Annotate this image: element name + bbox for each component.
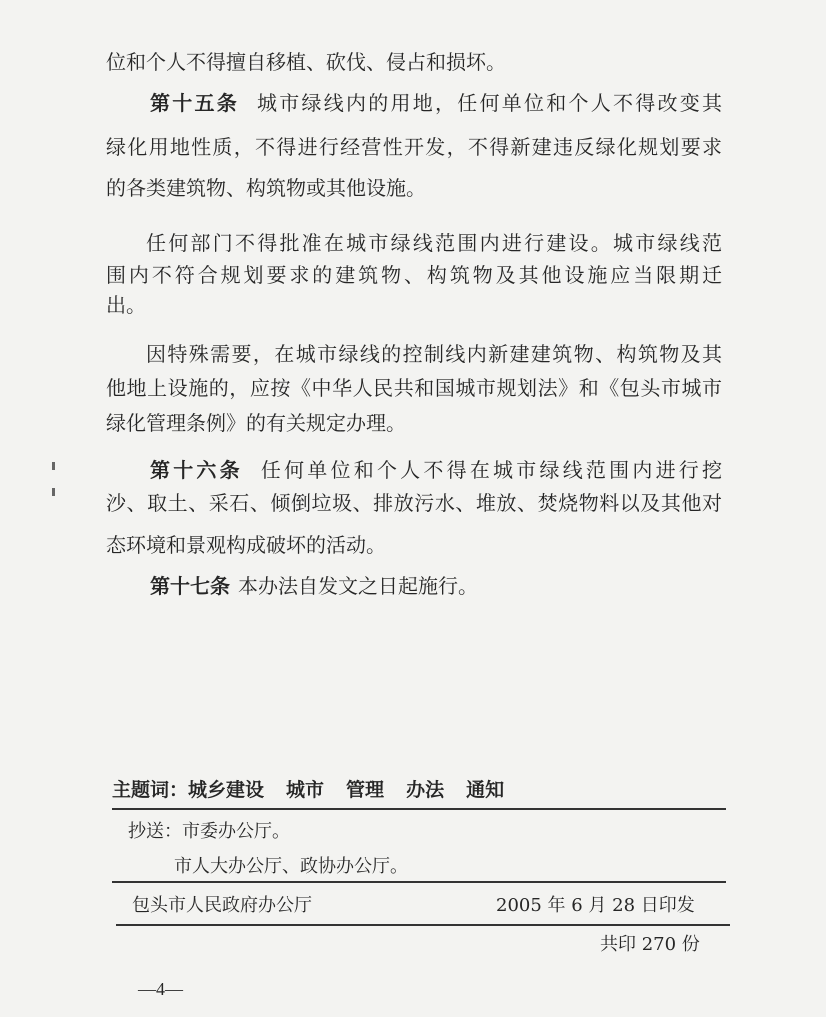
article-17-label: 第十七条 — [150, 574, 230, 598]
subject-term: 城乡建设 — [188, 779, 265, 801]
divider — [112, 881, 726, 883]
body-line: 沙、取土、采石、倾倒垃圾、排放污水、堆放、焚烧物料以及其他对 — [106, 491, 722, 515]
subject-term: 管理 — [346, 779, 385, 801]
body-line: 的各类建筑物、构筑物或其他设施。 — [106, 176, 426, 200]
article-16-text: 任何单位和个人不得在城市绿线范围内进行挖 — [260, 458, 722, 482]
cc-line — [128, 819, 290, 845]
body-line: 任何部门不得批准在城市绿线范围内进行建设。城市绿线范 — [146, 231, 722, 255]
article-17-text: 本办法自发文之日起施行。 — [238, 574, 478, 598]
article-17 — [150, 573, 478, 599]
body-line: 态环境和景观构成破坏的活动。 — [106, 533, 386, 557]
subject-term: 城市 — [286, 779, 325, 801]
cc-recipient: 市委办公厅。 — [182, 821, 290, 842]
cc-recipient: 市人大办公厅、政协办公厅。 — [174, 856, 408, 877]
divider — [116, 924, 730, 926]
article-15 — [150, 90, 722, 116]
page-number: —4— — [138, 979, 183, 999]
copies-count: 共印 270 份 — [600, 934, 700, 955]
subject-words — [112, 777, 526, 803]
body-line: 绿化用地性质，不得进行经营性开发，不得新建违反绿化规划要求 — [106, 135, 722, 159]
body-line: 围内不符合规划要求的建筑物、构筑物及其他设施应当限期迁 — [106, 263, 722, 287]
body-line: 出。 — [106, 293, 146, 317]
article-16 — [150, 457, 722, 483]
article-15-text: 城市绿线内的用地，任何单位和个人不得改变其 — [257, 91, 722, 115]
body-line: 他地上设施的，应按《中华人民共和国城市规划法》和《包头市城市 — [106, 376, 722, 400]
divider — [112, 808, 726, 810]
subject-term: 通知 — [466, 779, 505, 801]
cc-label: 抄送： — [128, 821, 182, 842]
scan-mark — [52, 462, 55, 470]
body-line: 因特殊需要，在城市绿线的控制线内新建建筑物、构筑物及其 — [146, 342, 722, 366]
article-16-label: 第十六条 — [150, 458, 243, 482]
scan-mark — [52, 488, 55, 496]
issue-date: 2005 年 6 月 28 日印发 — [496, 895, 695, 916]
subject-term: 办法 — [406, 779, 445, 801]
article-15-label: 第十五条 — [150, 91, 239, 115]
body-line: 位和个人不得擅自移植、砍伐、侵占和损坏。 — [106, 50, 506, 74]
body-line: 绿化管理条例》的有关规定办理。 — [106, 411, 406, 435]
subject-label: 主题词： — [112, 779, 189, 801]
issuer: 包头市人民政府办公厅 — [132, 895, 312, 916]
